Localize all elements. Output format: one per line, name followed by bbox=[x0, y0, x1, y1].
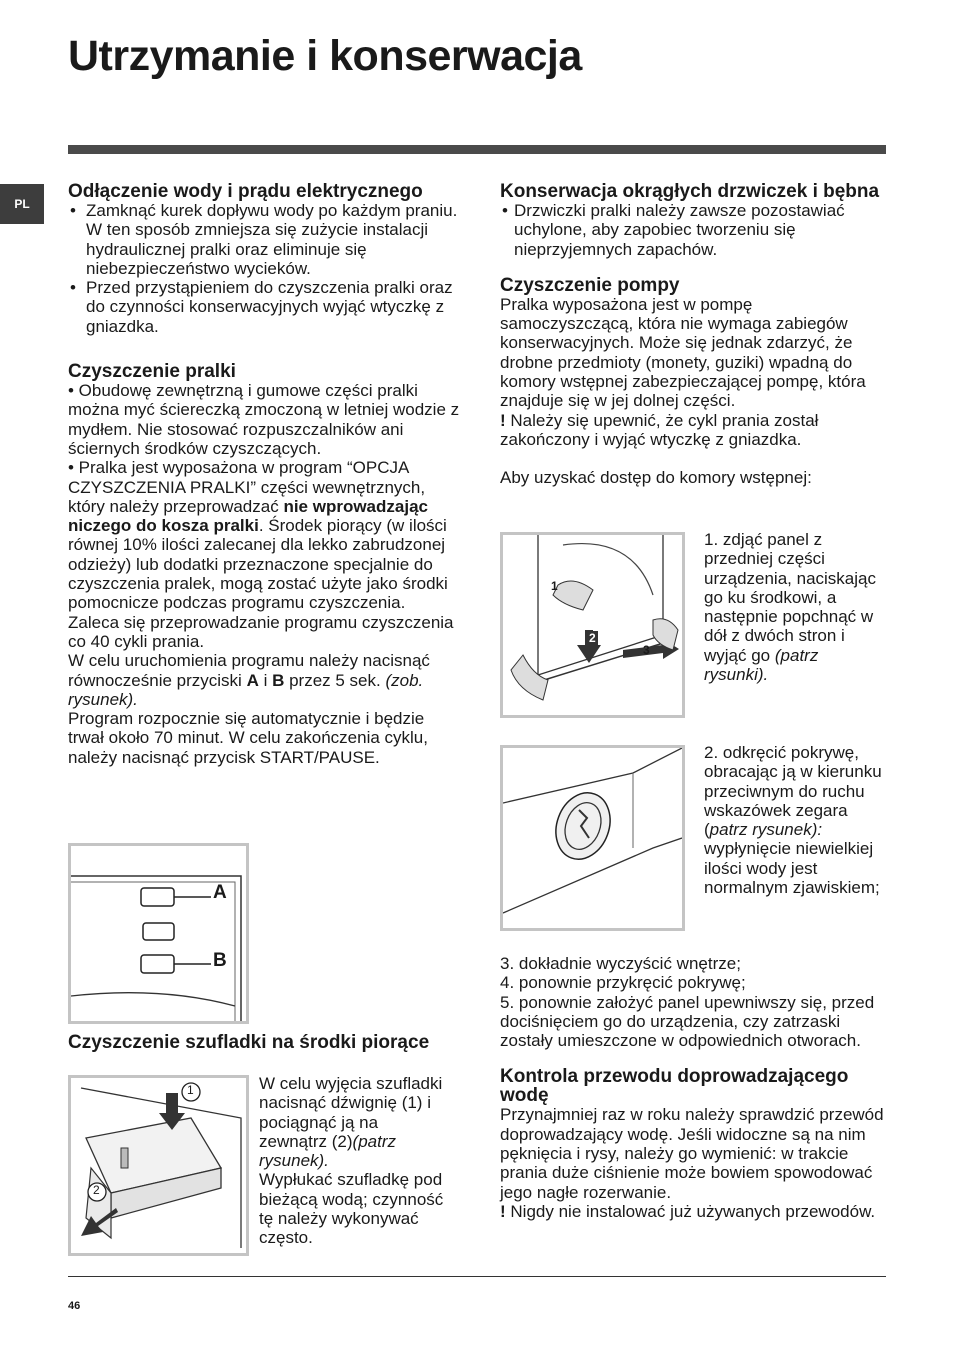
disconnect-list bbox=[68, 201, 460, 336]
list-item: 4. ponownie przykręcić pokrywę; bbox=[500, 973, 746, 993]
figure-remove-panel bbox=[500, 532, 685, 718]
heading-drawer: Czyszczenie szufladki na środki piorące bbox=[68, 1032, 430, 1053]
control-panel-illustration bbox=[71, 846, 246, 1021]
text: Należy się upewnić, że cykl prania został zakończony i wyjąć wtyczkę z gniazdka. bbox=[500, 410, 819, 449]
step-2-text bbox=[704, 743, 888, 897]
heading-cleaning-washer: Czyszczenie pralki bbox=[68, 361, 236, 383]
text: Wypłukać szufladkę pod bieżącą wodą; czynność tę należy wykonywać często. bbox=[259, 1170, 444, 1248]
heading-hose: Kontrola przewodu doprowadzającego wodę bbox=[500, 1066, 849, 1107]
label-a: A bbox=[213, 882, 227, 903]
button-b-ref: B bbox=[272, 670, 285, 690]
heading-disconnect: Odłączenie wody i prądu elektrycznego bbox=[68, 181, 423, 202]
button-middle-shape bbox=[143, 923, 174, 940]
drawer-illustration bbox=[71, 1078, 246, 1253]
pump-warning bbox=[500, 411, 890, 450]
left-column bbox=[68, 182, 460, 767]
label-3: 3 bbox=[643, 643, 650, 657]
figure-ref: patrz rysunek bbox=[709, 820, 812, 840]
figure-ref: (patrz rysunki). bbox=[704, 645, 819, 685]
text: . Środek piorący (w ilości równej 10% ilości zalecanej dla lekko zabrudzonej odzieży) lub dodatki przeznaczone specjalnie do czyszczenia pralek, mogą zostać użyte jako środki pomocnicze podczas programu czyszczenia. Zaleca się przeprowadzanie programu czyszczenia co 40 cykli prania. bbox=[68, 516, 454, 651]
text: przez 5 sek. bbox=[284, 670, 386, 690]
label-1: 1 bbox=[187, 1083, 194, 1097]
list-item: 5. ponownie założyć panel upewniwszy się, przed dociśnięciem go do urządzenia, czy zatrzaski zostały umieszczone w odpowiednich otworach. bbox=[500, 992, 875, 1051]
list-item: • Drzwiczki pralki należy zawsze pozostawiać uchylone, aby zapobiec tworzeniu się nieprzyjemnych zapachów. bbox=[500, 201, 890, 259]
right-column-lower bbox=[500, 954, 890, 1221]
figure-ref: (patrz rysunek). bbox=[259, 1131, 396, 1171]
cleaning-paragraph-2 bbox=[68, 458, 460, 651]
cleaning-paragraph-1: • Obudowę zewnętrzną i gumowe części pralki można myć ściereczką zmoczoną w letniej wodzie z mydłem. Nie stosować rozpuszczalników ani ściernych środków czyszczących. bbox=[68, 381, 460, 458]
list-item: 3. dokładnie wyczyścić wnętrze; bbox=[500, 954, 741, 973]
button-a-ref: A bbox=[246, 670, 259, 690]
cleaning-paragraph-4: Program rozpocznie się automatycznie i będzie trwał około 70 minut. W celu zakończenia cyklu, należy nacisnąć przycisk START/PAUSE. bbox=[68, 709, 428, 767]
warning-mark: ! bbox=[500, 1201, 506, 1221]
language-tab: PL bbox=[0, 184, 44, 224]
remove-panel-illustration bbox=[503, 535, 682, 715]
pump-cover-shape bbox=[547, 785, 619, 867]
hose-paragraph: Przynajmniej raz w roku należy sprawdzić przewód doprowadzający wodę. Jeśli widoczne są na nim pęknięcia i rysy, należy go wymienić: w trakcie prania duże ciśnienie może bowiem spowodować jego nagłe rozerwanie. bbox=[500, 1105, 884, 1202]
label-2: 2 bbox=[93, 1183, 100, 1197]
text: 2. odkręcić pokrywę, obracając ją w kierunku przeciwnym do ruchu wskazówek zegara ( bbox=[704, 743, 882, 840]
emphasis-text: nie wprowadzając niczego do kosza pralki bbox=[68, 496, 428, 536]
footer-rule bbox=[68, 1276, 886, 1277]
button-b-shape bbox=[141, 955, 174, 973]
text: W celu wyjęcia szufladki nacisnąć dźwignię (1) i pociągnąć ją na zewnątrz (2) bbox=[259, 1074, 443, 1151]
label-b: B bbox=[213, 950, 227, 971]
heading-door-drum: Konserwacja okrągłych drzwiczek i bębna bbox=[500, 181, 880, 202]
text: i bbox=[258, 670, 273, 690]
text: ): bbox=[811, 820, 823, 840]
figure-ref: (zob. rysunek). bbox=[68, 670, 424, 709]
heading-pump: Czyszczenie pompy bbox=[500, 274, 680, 296]
warning-mark: ! bbox=[500, 410, 506, 430]
figure-unscrew-cover bbox=[500, 745, 685, 931]
hose-warning bbox=[500, 1202, 890, 1221]
door-list bbox=[500, 201, 890, 259]
text: wypłynięcie niewielkiej ilości wody jest normalnym zjawiskiem; bbox=[704, 839, 880, 898]
step-1-text bbox=[704, 530, 884, 684]
button-a-shape bbox=[141, 888, 174, 906]
page-number: 46 bbox=[68, 1300, 81, 1312]
figure-drawer bbox=[68, 1075, 249, 1256]
page-title: Utrzymanie i konserwacja bbox=[68, 32, 582, 80]
text: W celu uruchomienia programu należy nacisnąć równocześnie przyciski bbox=[68, 651, 430, 690]
text: Nigdy nie instalować już używanych przewodów. bbox=[505, 1201, 876, 1221]
pump-steps-list bbox=[500, 954, 890, 1050]
header-rule bbox=[68, 145, 886, 154]
label-1: 1 bbox=[551, 579, 558, 593]
label-2: 2 bbox=[589, 631, 596, 645]
cleaning-paragraph-3 bbox=[68, 651, 460, 709]
figure-control-buttons bbox=[68, 843, 249, 1024]
text: 1. zdjąć panel z przedniej części urządzenia, naciskając go ku środkowi, a następnie popchnąć w dół z dwóch stron i wyjąć go bbox=[704, 530, 876, 665]
drawer-text bbox=[259, 1074, 449, 1248]
text: • Pralka jest wyposażona w program “OPCJA CZYSZCZENIA PRALKI” części wewnętrznych, który należy przeprowadzać bbox=[68, 458, 426, 516]
unscrew-cover-illustration bbox=[503, 748, 682, 928]
list-item: • Przed przystąpieniem do czyszczenia pralki oraz do czynności konserwacyjnych wyjąć wtyczkę z gniazdka. bbox=[68, 278, 460, 336]
pump-paragraph: Pralka wyposażona jest w pompę samoczyszczącą, która nie wymaga zabiegów konserwacyjnych. Może się jednak zdarzyć, że drobne przedmioty (monety, guziki) wpadną do komory wstępnej zabezpieczającej pompę, która znajduje się w jej dolnej części. bbox=[500, 294, 866, 411]
right-column bbox=[500, 182, 890, 488]
pump-access: Aby uzyskać dostęp do komory wstępnej: bbox=[500, 468, 812, 488]
list-item: • Zamknąć kurek dopływu wody po każdym praniu. W ten sposób zmniejsza się zużycie instalacji hydraulicznej pralki oraz eliminuje się niebezpieczeństwo wycieków. bbox=[68, 201, 460, 278]
